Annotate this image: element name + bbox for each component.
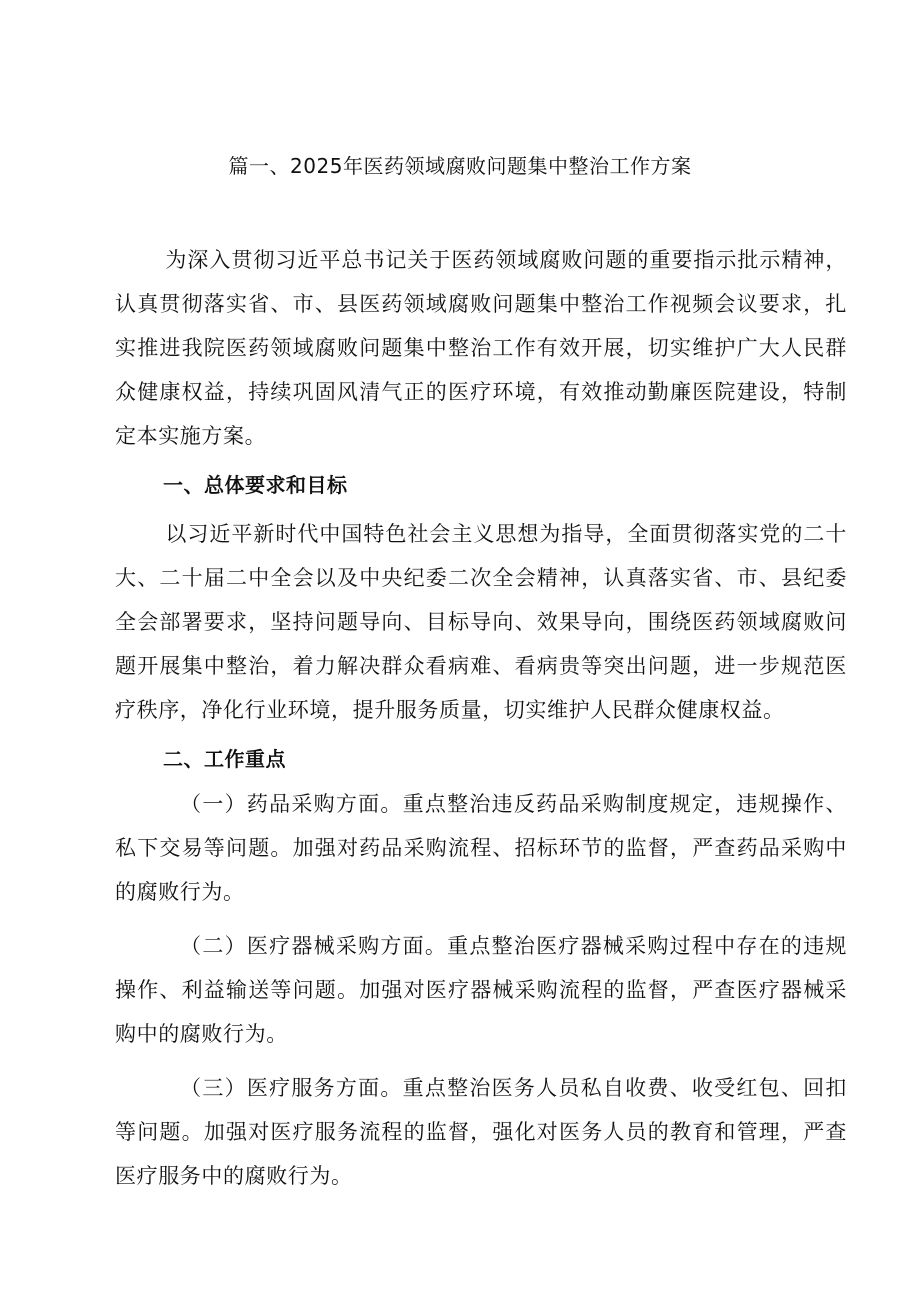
document-title: 篇一、2025年医药领域腐败问题集中整治工作方案 xyxy=(228,154,692,178)
section-heading-goals: 一、总体要求和目标 xyxy=(163,473,348,497)
goals-paragraph: 以习近平新时代中国特色社会主义思想为指导，全面贯彻落实党的二十大、二十届二中全会以及中央纪委二次全会精神，认真落实省、市、县纪委全会部署要求，坚持问题导向、目标导向、效果导向，围绕医药领域腐败问题开展集中整治，着力解决群众看病难、看病贵等突出问题，进一步规范医疗秩序，净化行业环境，提升服务质量，切实维护人民群众健康权益。 xyxy=(115,522,847,722)
section-heading-focus: 二、工作重点 xyxy=(163,747,286,771)
focus-item-device-procurement: （二）医疗器械采购方面。重点整治医疗器械采购过程中存在的违规操作、利益输送等问题。加强对医疗器械采购流程的监督，严查医疗器械采购中的腐败行为。 xyxy=(115,934,847,1046)
focus-item-drug-procurement: （一）药品采购方面。重点整治违反药品采购制度规定，违规操作、私下交易等问题。加强对药品采购流程、招标环节的监督，严查药品采购中的腐败行为。 xyxy=(115,792,847,904)
focus-item-medical-service: （三）医疗服务方面。重点整治医务人员私自收费、收受红包、回扣等问题。加强对医疗服务流程的监督，强化对医务人员的教育和管理，严查医疗服务中的腐败行为。 xyxy=(115,1076,847,1188)
intro-paragraph: 为深入贯彻习近平总书记关于医药领域腐败问题的重要指示批示精神，认真贯彻落实省、市、县医药领域腐败问题集中整治工作视频会议要求，扎实推进我院医药领域腐败问题集中整治工作有效开展，切实维护广大人民群众健康权益，持续巩固风清气正的医疗环境，有效推动勤廉医院建设，特制定本实施方案。 xyxy=(115,248,847,448)
document-body xyxy=(115,238,847,1198)
